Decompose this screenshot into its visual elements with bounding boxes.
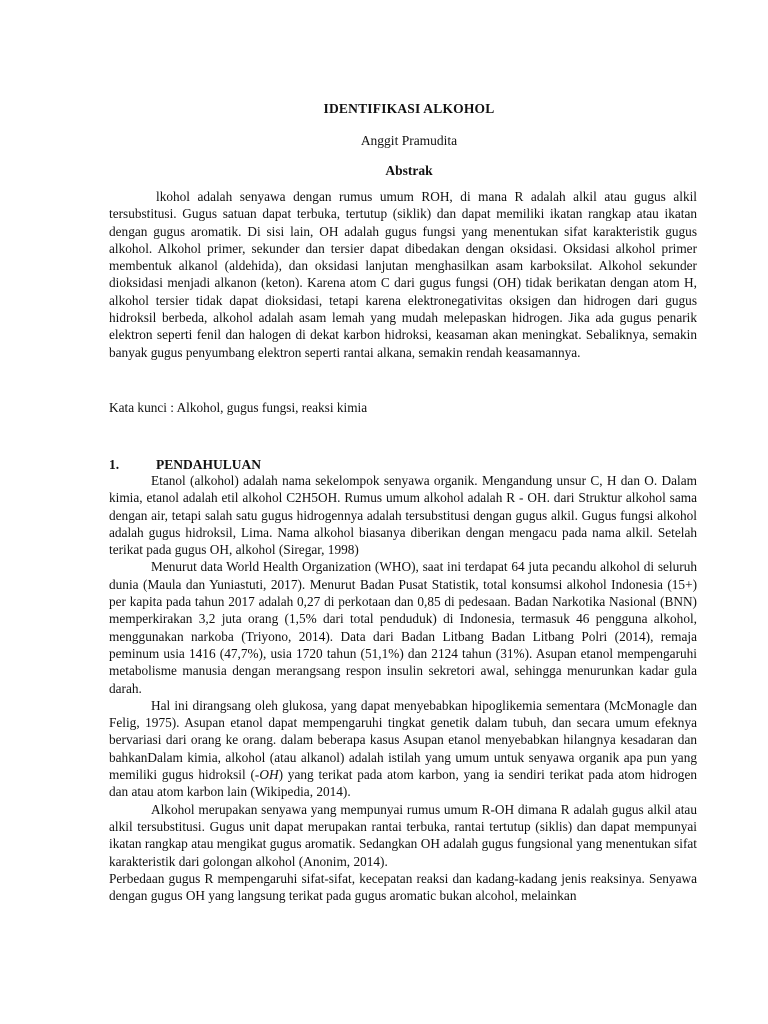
paragraph-3-oh-italic: OH	[259, 767, 279, 783]
paragraph-1: Etanol (alkohol) adalah nama sekelompok senyawa organik. Mengandung unsur C, H dan O. Dalam kimia, etanol adalah etil alkohol C2H5OH. Rumus umum alkohol adalah R - OH. dari Struktur alkohol sama dengan air, tetapi salah satu gugus hidrogennya adalah tersubstitusi dengan gugus alkil. Gugus fungsi alkohol adalah gugus hidroksil, Lima. Nama alkohol biasanya diberikan dengan mengacu pada nama alkil. Setelah terikat pada gugus OH, alkohol (Siregar, 1998)	[109, 473, 697, 558]
paragraph-3-part-1: Hal ini dirangsang oleh glukosa, yang dapat menyebabkan hipoglikemia sementara (McMonagle dan Felig, 1975). Asupan etanol dapat mempengaruhi tingkat genetik dalam tubuh, dan secara umum efeknya bervariasi dari orang ke orang. dalam beberapa kasus Asupan etanol menyebabkan hilangnya kesadaran dan bahkanDalam kimia, alkohol (atau alkanol) adalah istilah yang umum untuk senyawa organik apa pun yang memiliki gugus hidroksil (-	[109, 697, 697, 783]
keywords-line: Kata kunci : Alkohol, gugus fungsi, reaksi kimia	[109, 400, 368, 415]
section-number: 1.	[109, 457, 120, 472]
body-text	[109, 472, 697, 904]
abstract-text: lkohol adalah senyawa dengan rumus umum ROH, di mana R adalah alkil atau gugus alkil tersubstitusi. Gugus satuan dapat terbuka, tertutup (siklik) dan dapat memiliki ikatan rangkap atau ikatan dengan gugus aromatik. Di sisi lain, OH adalah gugus fungsi yang menentukan sifat karakteristik gugus alkohol. Alkohol primer, sekunder dan tersier dapat dibedakan dengan oksidasi. Oksidasi alkohol primer membentuk alkanol (aldehida), dan oksidasi lanjutan menghasilkan asam karboksilat. Alkohol sekunder dioksidasi menjadi alkanon (keton). Karena atom C dari gugus fungsi (OH) tidak berikatan dengan atom H, alkohol tersier tidak dapat dioksidasi, tetapi karena elektronegativitas oksigen dan hidrogen dari gugus hidroksil berbeda, alkohol adalah asam lemah yang mudah melepaskan hidrogen. Jika ada gugus penarik elektron seperti fenil dan halogen di dekat karbon hidroksi, keasaman akan meningkat. Sebaliknya, semakin banyak gugus penyumbang elektron seperti rantai alkana, semakin rendah keasamannya.	[109, 189, 697, 360]
paragraph-3-part-2: ) yang terikat pada atom karbon, yang ia sendiri terikat pada atom hidrogen dan atau atom karbon lain (Wikipedia, 2014).	[109, 767, 697, 800]
document-title: IDENTIFIKASI ALKOHOL	[323, 101, 495, 116]
paragraph-2: Menurut data World Health Organization (WHO), saat ini terdapat 64 juta pecandu alkohol di seluruh dunia (Maula dan Yuniastuti, 2017). Menurut Badan Pusat Statistik, total konsumsi alkohol Indonesia (15+) per kapita pada tahun 2017 adalah 0,27 di perkotaan dan 0,85 di pedesaan. Badan Narkotika Nasional (BNN) memperkirakan 3,2 juta orang (1,5% dari total penduduk) di Indonesia, termasuk 46 pengguna alkohol, menggunakan narkoba (Triyono, 2014). Data dari Badan Litbang Badan Litbang Polri (2014), remaja peminum usia 1416 (47,7%), usia 1720 tahun (51,1%) dan 2124 tahun (31%). Asupan etanol mempengaruhi metabolisme manusia dengan merangsang respon insulin sekretori awal, sehingga menurunkan kadar gula darah.	[109, 559, 697, 696]
paragraph-4: Alkohol merupakan senyawa yang mempunyai rumus umum R-OH dimana R adalah gugus alkil atau alkil tersubstitusi. Gugus unit dapat merupakan rantai terbuka, rantai tertutup (siklis) dan dapat mempunyai ikatan rangkap atau mengikat gugus aromatik. Sedangkan OH adalah gugus fungsional yang menentukan sifat karakteristik dari golongan alkohol (Anonim, 2014).	[109, 801, 697, 869]
author-name: Anggit Pramudita	[360, 133, 458, 148]
paragraph-5: Perbedaan gugus R mempengaruhi sifat-sifat, kecepatan reaksi dan kadang-kadang jenis reaksinya. Senyawa dengan gugus OH yang langsung terikat pada gugus aromatic bukan alcohol, melainkan	[109, 870, 697, 904]
abstract-heading: Abstrak	[385, 163, 433, 178]
paragraph-3	[109, 697, 697, 801]
section-heading	[109, 457, 261, 473]
section-title: PENDAHULUAN	[156, 457, 262, 472]
